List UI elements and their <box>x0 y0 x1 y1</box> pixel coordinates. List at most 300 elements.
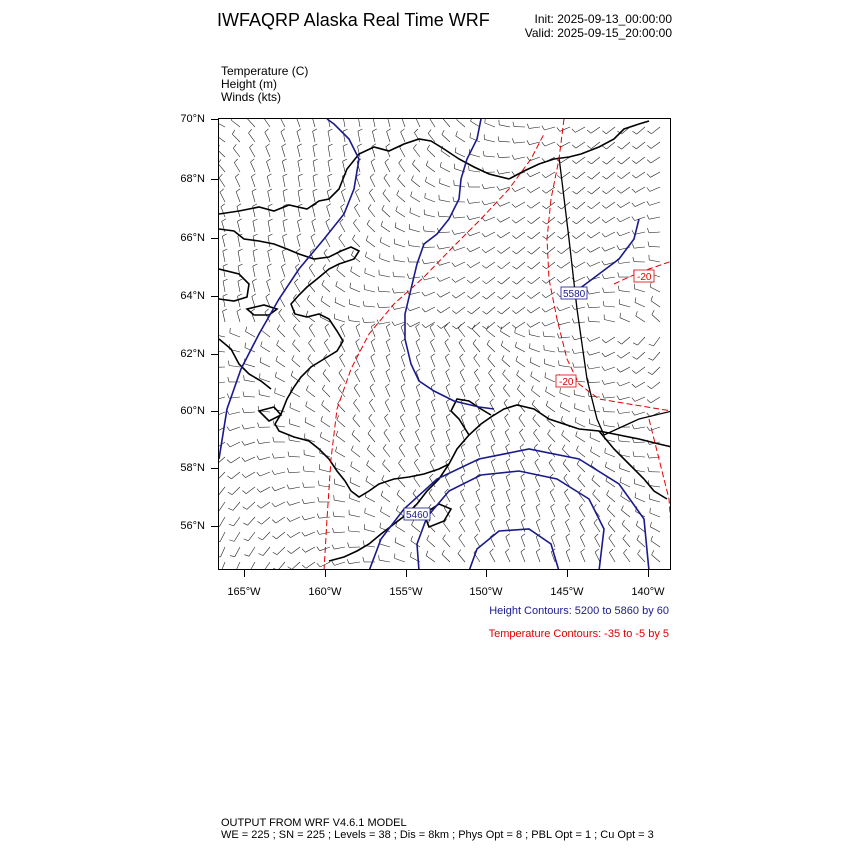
wind-barb-staff <box>651 157 660 163</box>
wind-barb-flag <box>506 519 510 522</box>
wind-barb-staff <box>386 372 390 382</box>
wind-barb-staff <box>439 247 450 249</box>
wind-barb-flag <box>221 204 225 207</box>
wind-barb-flag <box>572 349 574 354</box>
wind-barb-flag <box>531 371 533 376</box>
wind-barb-flag <box>323 265 326 269</box>
wind-barb-staff <box>485 217 495 221</box>
wind-barb-flag <box>491 444 495 447</box>
wind-barb-staff <box>339 238 345 247</box>
wind-barb-staff <box>334 547 345 549</box>
wind-barb-staff <box>472 307 481 314</box>
lat-tick <box>211 238 218 239</box>
wind-barb-staff <box>559 337 570 338</box>
wind-barb-flag <box>283 219 288 221</box>
wind-barb-flag <box>258 423 259 428</box>
wind-barb-flag <box>519 414 522 418</box>
wind-barb-flag <box>386 324 390 327</box>
wind-barb-staff <box>651 382 660 389</box>
wind-barb-flag <box>267 279 271 282</box>
wind-barb-flag <box>534 429 537 433</box>
wind-barb-flag <box>482 249 486 253</box>
wind-barb-flag <box>491 489 495 492</box>
wind-barb-flag <box>497 266 501 269</box>
wind-barb-staff <box>410 307 420 311</box>
wind-barb-staff <box>516 322 525 328</box>
wind-barb-flag <box>491 504 495 507</box>
wind-barb-staff <box>589 382 600 383</box>
wind-barb-flag <box>474 354 477 358</box>
wind-barb-staff <box>545 322 555 326</box>
wind-barb-staff <box>219 136 225 143</box>
wind-barb-flag <box>317 563 320 567</box>
wind-barb-staff <box>268 236 270 247</box>
wind-barb-staff <box>369 403 375 412</box>
wind-barb-flag <box>410 552 411 557</box>
wind-barb-staff <box>387 119 390 127</box>
wind-barb-staff <box>431 432 435 442</box>
wind-barb-flag <box>632 384 636 388</box>
wind-barb-staff <box>590 337 600 341</box>
wind-barb-staff <box>412 164 420 172</box>
wind-barb-flag <box>438 211 439 216</box>
wind-barb-flag <box>455 147 456 152</box>
wind-barb-flag <box>587 220 591 223</box>
wind-barb-staff <box>431 447 436 457</box>
wind-barb-flag <box>258 538 262 540</box>
wind-barb-staff <box>236 192 240 202</box>
wind-barb-staff <box>335 484 346 487</box>
wind-barb-flag <box>243 392 244 397</box>
wind-barb-flag <box>275 372 276 377</box>
wind-barb-flag <box>370 369 374 372</box>
wind-barb-flag <box>647 400 651 403</box>
wind-barb-flag <box>520 459 524 462</box>
wind-barb-staff <box>231 472 240 479</box>
wind-barb-staff <box>381 512 391 518</box>
wind-barb-staff <box>505 552 510 562</box>
wind-barb-staff <box>575 277 585 282</box>
wind-barb-staff <box>220 532 225 542</box>
wind-barb-flag <box>651 296 653 301</box>
wind-barb-flag <box>468 182 469 187</box>
wind-barb-flag <box>588 317 589 322</box>
wind-barb-staff <box>547 217 556 224</box>
wind-barb-flag <box>532 400 534 404</box>
wind-barb-flag <box>324 339 328 343</box>
wind-barb-flag <box>423 226 424 231</box>
wind-barb-staff <box>650 287 660 292</box>
wind-barb-flag <box>620 477 621 482</box>
wind-barb-flag <box>260 357 261 362</box>
lat-tick <box>211 526 218 527</box>
wind-barb-staff <box>290 502 301 505</box>
wind-barb-staff <box>502 307 511 314</box>
lon-label-140: 140°W <box>631 586 665 598</box>
wind-barb-flag <box>506 504 510 507</box>
wind-barb-staff <box>590 438 600 443</box>
wind-barb-staff <box>446 447 450 457</box>
wind-barb-flag <box>427 535 429 540</box>
wind-barb-staff <box>398 479 405 487</box>
wind-barb-staff <box>369 418 375 427</box>
wind-barb-staff <box>649 246 660 247</box>
wind-barb-flag <box>617 396 620 400</box>
wind-barb-staff <box>589 307 600 308</box>
wind-barb-staff <box>619 397 630 400</box>
wind-barb-staff <box>490 402 495 412</box>
wind-barb-flag <box>336 281 338 286</box>
wind-barb-staff <box>291 532 301 538</box>
wind-barb-flag <box>501 327 502 332</box>
wind-barb-flag <box>287 468 289 473</box>
wind-barb-flag <box>242 458 245 462</box>
wind-barb-staff <box>379 560 390 562</box>
wind-barb-staff <box>334 532 345 533</box>
wind-barb-staff <box>516 361 525 367</box>
wind-barb-staff <box>593 494 600 502</box>
wind-barb-flag <box>482 326 486 329</box>
wind-barb-flag <box>302 532 305 536</box>
wind-barb-flag <box>548 444 551 448</box>
wind-barb-flag <box>325 324 329 327</box>
wind-barb-staff <box>430 342 435 352</box>
wind-barb-staff <box>282 251 285 262</box>
wind-barb-staff <box>516 292 525 299</box>
wind-barb-flag <box>283 189 288 191</box>
wind-barb-staff <box>394 292 405 293</box>
wind-barb-flag <box>223 279 228 281</box>
wind-barb-flag <box>521 549 525 552</box>
wind-barb-staff <box>370 177 375 187</box>
wind-barb-staff <box>577 464 585 472</box>
wind-barb-flag <box>234 159 237 163</box>
wind-barb-flag <box>617 161 621 164</box>
wind-barb-staff <box>319 517 330 518</box>
wind-barb-flag <box>560 388 561 393</box>
wind-barb-staff <box>351 466 360 472</box>
wind-barb-staff <box>398 179 405 187</box>
wind-barb-staff <box>456 136 465 142</box>
wind-barb-staff <box>252 297 255 308</box>
wind-barb-staff <box>275 487 285 491</box>
wind-barb-flag <box>414 129 418 133</box>
wind-barb-flag <box>431 444 435 447</box>
wind-barb-staff <box>268 191 270 202</box>
wind-barb-staff <box>561 172 570 179</box>
wind-barb-staff <box>607 157 615 164</box>
wind-barb-flag <box>482 184 484 189</box>
wind-barb-flag <box>617 218 620 222</box>
wind-barb-flag <box>416 369 420 372</box>
wind-barb-staff <box>439 232 450 233</box>
wind-barb-flag <box>341 189 345 192</box>
wind-barb-staff <box>380 258 390 262</box>
wind-barb-flag <box>367 460 369 465</box>
wind-barb-staff <box>576 157 585 164</box>
wind-barb-staff <box>414 463 420 472</box>
wind-barb-flag <box>238 279 243 281</box>
wind-barb-staff <box>341 327 346 337</box>
wind-barb-flag <box>647 427 650 431</box>
wind-barb-flag <box>268 204 273 206</box>
wind-barb-staff <box>262 517 270 524</box>
wind-barb-staff <box>634 456 645 457</box>
wind-barb-staff <box>635 302 645 307</box>
wind-barb-staff <box>484 139 495 142</box>
wind-barb-flag <box>491 459 495 462</box>
wind-barb-flag <box>461 384 465 387</box>
wind-barb-staff <box>234 163 240 172</box>
wind-barb-flag <box>512 204 516 208</box>
wind-barb-staff <box>485 123 495 127</box>
wind-barb-staff <box>352 239 360 247</box>
wind-barb-staff <box>551 507 555 517</box>
wind-barb-staff <box>313 191 315 202</box>
wind-barb-flag <box>253 249 258 251</box>
wind-barb-flag <box>632 217 635 221</box>
wind-barb-staff <box>521 537 525 547</box>
wind-barb-flag <box>489 384 492 388</box>
wind-barb-flag <box>617 369 620 373</box>
wind-barb-staff <box>505 432 510 442</box>
wind-barb-staff <box>486 247 495 253</box>
wind-barb-staff <box>233 502 240 510</box>
wind-barb-flag <box>379 555 380 560</box>
wind-barb-flag <box>558 347 559 352</box>
wind-barb-flag <box>313 144 318 146</box>
wind-barb-flag <box>383 460 386 464</box>
wind-barb-staff <box>298 161 300 172</box>
wind-barb-flag <box>618 286 619 291</box>
wind-barb-flag <box>392 288 394 293</box>
wind-barb-staff <box>383 448 390 457</box>
wind-barb-staff <box>260 472 270 476</box>
wind-barb-flag <box>272 470 274 474</box>
wind-barb-staff <box>244 412 255 413</box>
wind-barb-staff <box>325 327 330 337</box>
wind-barb-staff <box>312 206 315 217</box>
wind-barb-flag <box>272 487 275 491</box>
wind-barb-flag <box>227 427 230 431</box>
wind-barb-staff <box>635 202 645 207</box>
wind-barb-flag <box>592 475 594 479</box>
wind-barb-staff <box>551 522 555 532</box>
wind-barb-flag <box>273 552 277 555</box>
lat-tick <box>211 354 218 355</box>
wind-barb-flag <box>220 189 224 192</box>
wind-barb-flag <box>482 233 485 237</box>
wind-barb-staff <box>606 127 615 134</box>
wind-barb-staff <box>460 507 465 517</box>
wind-barb-staff <box>635 289 646 292</box>
wind-barb-flag <box>369 399 373 403</box>
wind-barb-staff <box>386 327 390 337</box>
wind-barb-flag <box>557 279 561 282</box>
wind-barb-flag <box>594 519 597 523</box>
wind-barb-staff <box>253 251 255 262</box>
wind-barb-flag <box>252 294 256 297</box>
wind-barb-staff <box>491 492 495 502</box>
wind-barb-flag <box>407 323 410 327</box>
wind-barb-flag <box>244 555 249 557</box>
wind-barb-flag <box>577 460 579 464</box>
wind-barb-flag <box>637 535 639 540</box>
wind-barb-staff <box>297 236 300 247</box>
wind-barb-flag <box>527 124 529 129</box>
wind-barb-flag <box>365 252 366 257</box>
wind-barb-flag <box>442 550 444 554</box>
wind-barb-staff <box>470 232 480 236</box>
wind-barb-staff <box>531 390 540 397</box>
wind-barb-flag <box>440 162 441 167</box>
wind-barb-staff <box>621 510 630 517</box>
wind-barb-flag <box>277 325 280 329</box>
wind-barb-flag <box>515 328 516 333</box>
temperature-contour-southeast <box>649 419 671 539</box>
wind-barb-flag <box>416 354 420 357</box>
coastline-north-slope <box>219 139 509 214</box>
wind-barb-flag <box>536 549 540 552</box>
wind-barb-staff <box>636 142 645 149</box>
coastline-bristol-bay <box>275 424 449 497</box>
wind-barb-staff <box>652 367 660 375</box>
wind-barb-staff <box>514 157 525 159</box>
wind-barb-flag <box>363 557 364 562</box>
wind-barb-flag <box>313 159 318 161</box>
wind-barb-flag <box>416 414 420 417</box>
wind-barb-staff <box>620 382 630 386</box>
wind-barb-staff <box>424 262 435 264</box>
wind-barb-flag <box>588 176 592 179</box>
wind-barb-staff <box>636 525 645 532</box>
wind-barb-flag <box>636 311 638 316</box>
wind-barb-staff <box>604 397 615 398</box>
wind-barb-staff <box>605 367 615 371</box>
wind-barb-staff <box>349 515 360 517</box>
wind-barb-staff <box>383 464 391 472</box>
wind-barb-flag <box>334 495 335 500</box>
wind-barb-staff <box>245 457 255 462</box>
wind-barb-flag <box>308 355 311 359</box>
wind-barb-flag <box>648 242 649 247</box>
wind-barb-staff <box>578 479 585 487</box>
wind-barb-flag <box>327 204 331 207</box>
wind-barb-staff <box>531 307 540 313</box>
wind-barb-staff <box>576 436 585 442</box>
wind-barb-staff <box>306 406 315 412</box>
wind-barb-staff <box>471 292 480 299</box>
wind-barb-flag <box>397 490 399 494</box>
wind-barb-staff <box>534 433 541 442</box>
wind-barb-staff <box>635 498 645 503</box>
wind-barb-staff <box>561 277 570 283</box>
wind-barb-flag <box>497 170 499 175</box>
wind-barb-staff <box>351 450 360 457</box>
wind-barb-staff <box>343 146 345 157</box>
wind-barb-flag <box>593 490 596 494</box>
wind-barb-flag <box>386 144 390 147</box>
wind-barb-flag <box>467 311 471 314</box>
wind-barb-staff <box>372 131 375 142</box>
wind-barb-staff <box>267 162 271 172</box>
wind-barb-flag <box>572 129 576 133</box>
wind-barb-flag <box>542 142 545 146</box>
wind-barb-flag <box>365 508 366 513</box>
wind-barb-flag <box>475 384 479 387</box>
wind-barb-flag <box>336 447 337 452</box>
wind-barb-flag <box>504 399 507 403</box>
wind-barb-flag <box>473 339 476 343</box>
wind-barb-staff <box>455 262 465 267</box>
lon-label-150: 150°W <box>469 586 503 598</box>
wind-barb-staff <box>446 372 450 382</box>
wind-barb-staff <box>304 517 315 520</box>
wind-barb-flag <box>579 504 582 508</box>
wind-barb-flag <box>475 519 479 522</box>
wind-barb-staff <box>605 232 615 237</box>
wind-barb-flag <box>407 274 409 279</box>
wind-barb-flag <box>302 565 306 568</box>
wind-barb-staff <box>546 262 555 269</box>
wind-barb-flag <box>512 311 516 314</box>
wind-barb-flag <box>548 430 551 434</box>
wind-barb-flag <box>238 294 242 296</box>
wind-barb-staff <box>394 260 405 262</box>
wind-barb-flag <box>273 568 278 570</box>
wind-barb-flag <box>249 129 252 133</box>
wind-barb-staff <box>395 558 405 562</box>
wind-barb-flag <box>521 504 525 507</box>
wind-barb-staff <box>574 337 585 340</box>
wind-barb-flag <box>358 129 363 131</box>
wind-barb-staff <box>311 237 315 247</box>
wind-barb-staff <box>304 455 315 457</box>
wind-barb-flag <box>252 279 256 281</box>
wind-barb-staff <box>355 192 360 202</box>
wind-barb-flag <box>542 190 546 193</box>
wind-barb-flag <box>381 491 383 496</box>
wind-barb-staff <box>636 367 645 374</box>
wind-barb-staff <box>223 251 225 262</box>
wind-barb-flag <box>340 354 344 358</box>
wind-barb-staff <box>350 288 360 292</box>
wind-barb-staff <box>560 393 570 397</box>
wind-barb-staff <box>385 418 391 428</box>
wind-barb-flag <box>296 249 300 252</box>
wind-barb-flag <box>467 264 471 268</box>
wind-barb-flag <box>535 459 539 462</box>
wind-barb-flag <box>490 549 494 552</box>
wind-barb-staff <box>606 187 615 194</box>
wind-barb-staff <box>560 407 570 412</box>
wind-barb-flag <box>575 417 576 422</box>
wind-barb-flag <box>351 251 353 256</box>
wind-barb-staff <box>619 304 630 307</box>
wind-barb-staff <box>455 152 465 157</box>
wind-barb-flag <box>223 249 227 251</box>
wind-barb-staff <box>249 133 256 142</box>
wind-barb-flag <box>446 444 450 447</box>
wind-barb-staff <box>275 377 285 382</box>
wind-barb-flag <box>283 234 288 236</box>
wind-barb-flag <box>483 151 484 156</box>
wind-barb-flag <box>253 219 258 221</box>
wind-barb-flag <box>257 456 260 460</box>
wind-barb-flag <box>219 541 220 542</box>
wind-barb-flag <box>497 250 501 253</box>
wind-barb-flag <box>573 206 577 209</box>
